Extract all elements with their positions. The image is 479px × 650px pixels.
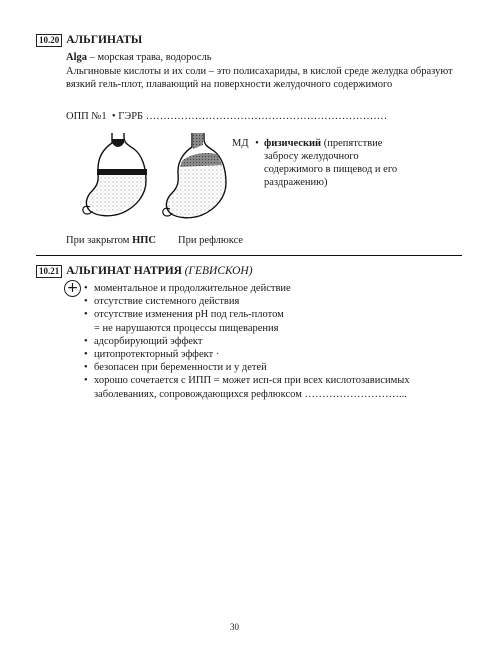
les-closed — [112, 139, 124, 147]
section-title-paren: (ГЕВИСКОН) — [184, 265, 253, 277]
section-divider — [36, 255, 462, 256]
gel-raft-reflux — [180, 153, 222, 167]
caption-left-prefix: При закрытом — [66, 235, 133, 246]
alginate-paragraph: Альгиновые кислоты и их соли – это полисахариды, в кислой среде желудка образуют вязкий гель-плот, плавающий на поверхности желудочного содержимого — [66, 66, 453, 91]
esophagus-gel — [193, 133, 203, 149]
list-item-continuation: = не нарушаются процессы пищеварения — [94, 322, 279, 334]
list-item: • хорошо сочетается с ИПП = может исп-ся при всех кислотозависимых заболеваниях, сопровождающихся рефлюксом ………………………... — [84, 374, 454, 400]
advantages-list — [84, 282, 454, 401]
stomach-reflux — [163, 133, 226, 218]
opp-line — [66, 110, 387, 123]
stomach-closed-les — [83, 133, 147, 216]
list-item: • моментальное и продолжительное действие — [84, 282, 454, 295]
section-10-21-header — [36, 264, 253, 278]
gerb-bullet: • — [111, 111, 116, 122]
caption-left-bold: НПС — [132, 235, 156, 246]
section-number-2: 10.21 — [36, 265, 62, 278]
md-description — [264, 137, 414, 190]
section-number: 10.20 — [36, 34, 62, 47]
gel-raft-band — [97, 169, 147, 175]
stomach-contents — [89, 173, 146, 214]
section-title-2: АЛЬГИНАТ НАТРИЯ — [66, 265, 182, 277]
md-text: (препятствие забросу желудочного содержимого в пищевод и его раздражению) — [264, 138, 398, 189]
list-item: • отсутствие системного действия — [84, 295, 454, 308]
stomach-contents-reflux — [167, 165, 226, 218]
caption-reflux: При рефлюксе — [178, 235, 244, 246]
opp-label: ОПП №1 — [66, 111, 107, 122]
alga-term: Alga — [66, 52, 87, 63]
list-item: • адсорбирующий эффект — [84, 335, 454, 348]
md-bold: физический — [264, 138, 322, 149]
md-bullet: • — [255, 138, 259, 149]
stomach-diagrams — [60, 125, 240, 225]
alga-def: – морская трава, водоросль — [87, 52, 212, 63]
list-item: • отсутствие изменения pH под гель-плотом — [84, 308, 454, 321]
section-10-20-header — [36, 33, 142, 47]
section-title: АЛЬГИНАТЫ — [66, 34, 143, 46]
page-number: 30 — [230, 622, 239, 632]
list-item: • цитопротекторный эффект · — [84, 348, 454, 361]
list-item: • безопасен при беременности и у детей — [84, 361, 454, 374]
plus-circle-icon: + — [64, 280, 81, 297]
caption-closed-les — [66, 234, 156, 247]
md-label: МД — [232, 138, 249, 149]
gerb-label: ГЭРБ …………………………………………………………… — [118, 111, 388, 122]
alga-definition — [66, 51, 212, 64]
